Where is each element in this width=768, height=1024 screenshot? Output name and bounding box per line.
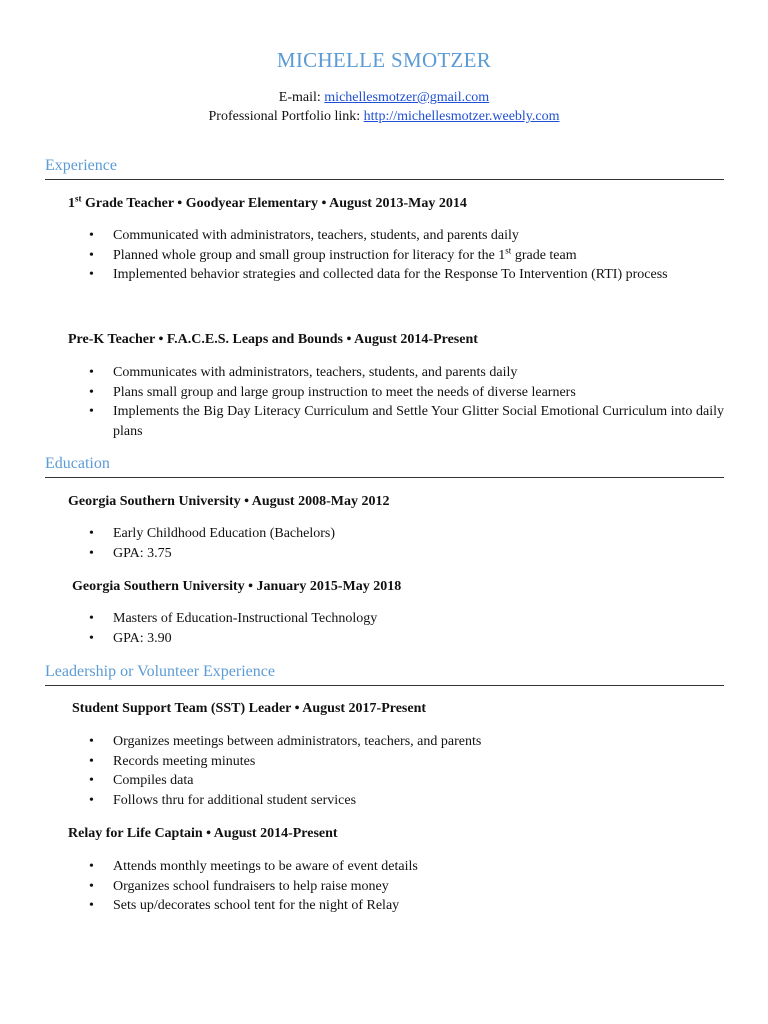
list-item: • Communicates with administrators, teachers, students, and parents daily [89, 365, 518, 380]
list-item: • GPA: 3.75 [89, 545, 172, 561]
list-item: • Planned whole group and small group instruction for literacy for the 1st grade team [89, 244, 577, 263]
email-line [0, 88, 768, 107]
list-item: • Early Childhood Education (Bachelors) [89, 526, 335, 541]
email-link[interactable]: michellesmotzer@gmail.com [324, 90, 490, 105]
job2-bullets [89, 363, 724, 441]
list-item: • Plans small group and large group instruction to meet the needs of diverse learners [89, 384, 576, 400]
role1-bullets [89, 732, 724, 810]
list-item: • Organizes meetings between administrators, teachers, and parents [89, 734, 482, 749]
list-item: • Records meeting minutes [89, 753, 256, 769]
experience-divider [45, 179, 724, 180]
list-item: • Attends monthly meetings to be aware of event details [89, 859, 418, 874]
role2-bullets [89, 857, 724, 916]
list-item: • Sets up/decorates school tent for the night of Relay [89, 898, 400, 914]
portfolio-line [0, 107, 768, 126]
education-heading: Education [45, 455, 110, 472]
school1-bullets [89, 524, 724, 563]
experience-heading: Experience [45, 157, 117, 174]
resume-name: MICHELLE SMOTZER [276, 48, 492, 72]
portfolio-label: Professional Portfolio link: [208, 109, 364, 124]
job-title-prek-teacher: Pre-K Teacher • F.A.C.E.S. Leaps and Bounds • August 2014-Present [68, 332, 478, 347]
education-divider [45, 477, 724, 478]
list-item: • Implemented behavior strategies and collected data for the Response To Intervention (RTI) process [89, 267, 668, 283]
school-title-masters: Georgia Southern University • January 2015-May 2018 [72, 579, 402, 594]
job-title-grade-teacher: 1st Grade Teacher • Goodyear Elementary • August 2013-May 2014 [68, 193, 467, 211]
school2-bullets [89, 609, 724, 648]
list-item: • Organizes school fundraisers to help raise money [89, 878, 389, 894]
list-item: • GPA: 3.90 [89, 630, 172, 646]
email-label: E-mail: [278, 90, 325, 105]
role-title-sst-leader: Student Support Team (SST) Leader • August 2017-Present [72, 701, 427, 716]
list-item: • Communicated with administrators, teachers, students, and parents daily [89, 228, 519, 243]
portfolio-link[interactable]: http://michellesmotzer.weebly.com [363, 109, 560, 124]
role-title-relay-captain: Relay for Life Captain • August 2014-Present [68, 826, 338, 841]
list-item: • Follows thru for additional student services [89, 792, 357, 808]
school-title-bachelors: Georgia Southern University • August 2008-May 2012 [68, 494, 390, 509]
list-item: • Compiles data [89, 773, 194, 789]
leadership-divider [45, 685, 724, 686]
list-item: • Implements the Big Day Literacy Curriculum and Settle Your Glitter Social Emotional Curriculum into daily plans [89, 404, 724, 439]
job1-bullets [89, 226, 724, 285]
list-item: • Masters of Education-Instructional Technology [89, 611, 378, 626]
leadership-heading: Leadership or Volunteer Experience [45, 663, 275, 680]
